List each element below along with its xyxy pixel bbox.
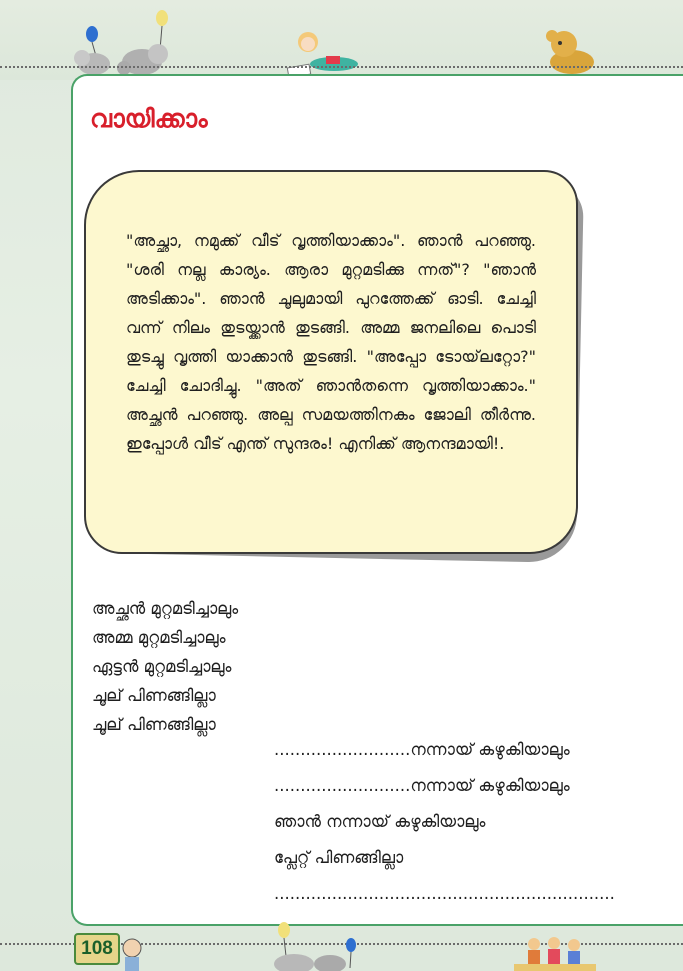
fill-in-line: ഞാൻ നന്നായ് കഴുകിയാലും (274, 812, 486, 831)
fill-in-poem (274, 736, 615, 916)
monkey-icon (538, 26, 600, 76)
page-number: 108 (74, 933, 120, 965)
poem-line: ചൂല് പിണങ്ങില്ലാ (92, 686, 216, 705)
poem-line: ഏട്ടൻ മുറ്റമടിച്ചാലും (92, 657, 232, 676)
poem-line: ചൂല് പിണങ്ങില്ലാ (92, 715, 216, 734)
poem (92, 594, 238, 739)
fill-in-line: ..........................നന്നായ് കഴുകിയാലും (274, 740, 570, 759)
fill-in-line: പ്ലേറ്റ് പിണങ്ങില്ലാ (274, 848, 404, 867)
poem-line: അമ്മ മുറ്റമടിച്ചാലും (92, 628, 226, 647)
girl-reading-icon (284, 28, 364, 80)
dotted-divider (0, 66, 683, 68)
elephant-icon (270, 948, 350, 971)
fill-in-line: ................................................................. (274, 884, 615, 903)
boy-icon (118, 938, 146, 971)
story-text: "അച്ഛാ, നമുക്ക് വീട് വൃത്തിയാക്കാം". ഞാൻ പറഞ്ഞു. "ശരി നല്ല കാര്യം. ആരാ മുറ്റമടിക്കു ന്നത്"? "ഞാൻ അടിക്കാം". ഞാൻ ചൂലുമായി പുറത്തേക്ക് ഓടി. ചേച്ചി വന്ന് നിലം തുടയ്ക്കാൻ തുടങ്ങി. അമ്മ ജനലിലെ പൊടി തുടച്ചു വൃത്തി യാക്കാൻ തുടങ്ങി. "അപ്പോ ടോയ്‌ലറ്റോ?" ചേച്ചി ചോദിച്ചു. "അത് ഞാൻതന്നെ വൃത്തിയാക്കാം." അച്ഛൻ പറഞ്ഞു. അല്പ സമയത്തിനകം ജോലി തീർന്നു. ഇപ്പോൾ വീട് എന്ത് സുന്ദരം! എനിക്ക് ആനന്ദമായി!. (126, 231, 536, 453)
elephant-icon (72, 42, 172, 78)
children-icon (510, 934, 600, 971)
poem-line: അച്ഛൻ മുറ്റമടിച്ചാലും (92, 599, 239, 618)
fill-in-line: ..........................നന്നായ് കഴുകിയാലും (274, 776, 570, 795)
page-title: വായിക്കാം (90, 104, 208, 133)
